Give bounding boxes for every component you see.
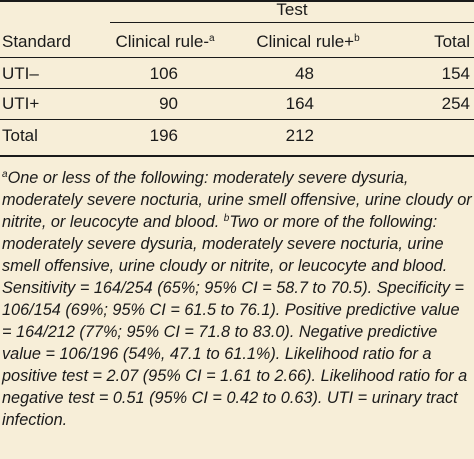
bottom-rule [0, 155, 474, 157]
cell-uti-positive-rule-plus: 164 [285, 94, 314, 113]
cell-total-rule-plus: 212 [285, 126, 314, 145]
footnote-mark-a: a [208, 33, 215, 44]
test-group-header: Test [276, 0, 308, 19]
row-rule-2 [0, 119, 474, 120]
footnote-a-text: One or less of the following: moderately severe dysuria, moderately severe nocturia, urine smell offensive, urine cloudy or nitrite, or leucocyte and blood. [2, 169, 472, 231]
header-rule [0, 57, 474, 58]
table-footnote [2, 167, 472, 431]
cell-total-rule-minus: 196 [149, 126, 178, 145]
row-label-uti-negative: UTI– [2, 64, 39, 83]
cell-uti-positive-total: 254 [441, 94, 470, 113]
cell-uti-negative-total: 154 [441, 64, 470, 83]
footnote-mark-b: b [354, 33, 360, 44]
test-group-underline [110, 22, 474, 23]
cell-uti-negative-rule-plus: 48 [295, 64, 314, 83]
row-rule-1 [0, 88, 474, 89]
header-standard: Standard [2, 32, 71, 51]
header-total: Total [434, 32, 470, 51]
footnote-b-text: Two or more of the following: moderately severe dysuria, moderately severe nocturia, urine smell offensive, urine cloudy or nitrite, or leucocyte and blood. Sensitivity = 164/254 (65%; 95% CI = 58.7 to 70.5). Specificity = 106/154 (69%; 95% CI = 61.5 to 76.1). Positive predictive value = 164/212 (77%; 95% CI = 71.8 to 83.0). Negative predictive value = 106/196 (54%, 47.1 to 61.1%). Likelihood ratio for a positive test = 2.07 (95% CI = 1.61 to 2.66). Likelihood ratio for a negative test = 0.51 (95% CI = 0.42 to 0.63). UTI = urinary tract infection. [2, 213, 468, 429]
header-clinical-rule-minus: Clinical rule-$^a$ [115, 32, 215, 51]
footnote-a-mark: a [2, 169, 8, 180]
cell-uti-negative-rule-minus: 106 [149, 64, 178, 83]
cell-uti-positive-rule-minus: 90 [159, 94, 178, 113]
row-label-total: Total [2, 126, 38, 145]
header-clinical-rule-plus: Clinical rule+$^b$ [256, 32, 360, 51]
footnote-b-mark: b [223, 213, 230, 224]
row-label-uti-positive: UTI+ [2, 94, 40, 113]
